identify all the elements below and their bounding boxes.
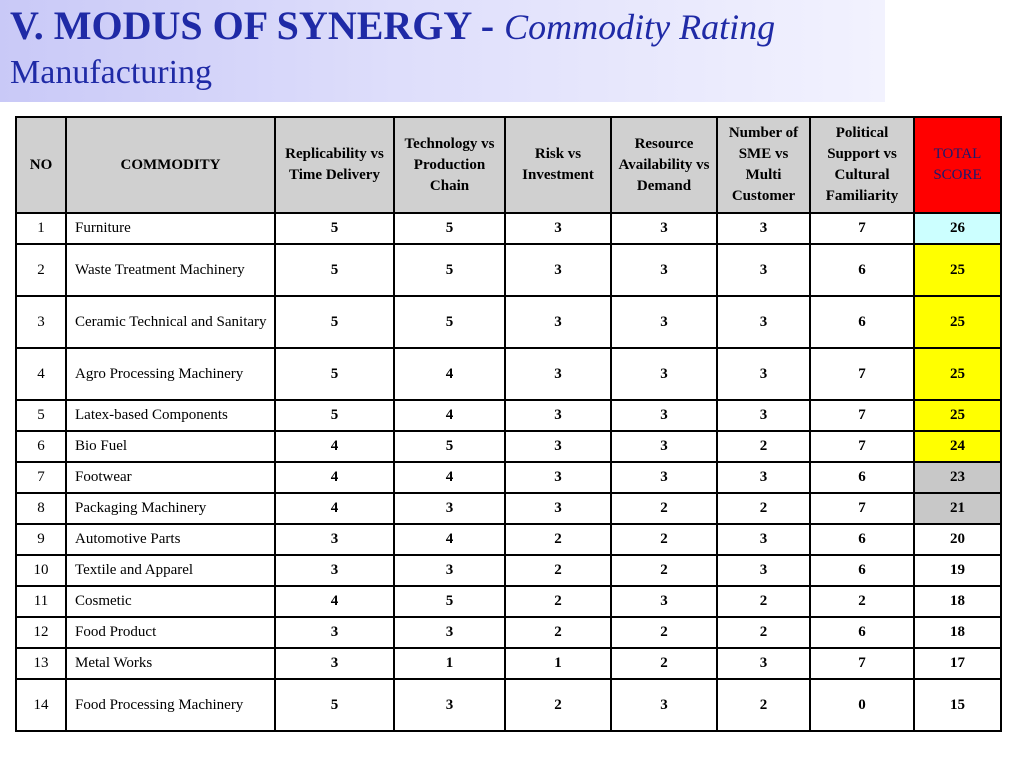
cell-total: 15 bbox=[914, 679, 1001, 731]
cell-sme: 2 bbox=[717, 493, 810, 524]
cell-resource: 3 bbox=[611, 462, 717, 493]
header-political: Political Support vs Cultural Familiarity bbox=[810, 117, 914, 213]
header-total-score: TOTAL SCORE bbox=[914, 117, 1001, 213]
cell-replicability: 3 bbox=[275, 617, 394, 648]
cell-total: 26 bbox=[914, 213, 1001, 244]
cell-total: 23 bbox=[914, 462, 1001, 493]
cell-no: 14 bbox=[16, 679, 66, 731]
cell-replicability: 5 bbox=[275, 244, 394, 296]
cell-sme: 3 bbox=[717, 296, 810, 348]
cell-political: 7 bbox=[810, 400, 914, 431]
cell-no: 8 bbox=[16, 493, 66, 524]
cell-commodity: Automotive Parts bbox=[66, 524, 275, 555]
cell-risk: 3 bbox=[505, 400, 611, 431]
cell-commodity: Waste Treatment Machinery bbox=[66, 244, 275, 296]
cell-commodity: Cosmetic bbox=[66, 586, 275, 617]
cell-technology: 5 bbox=[394, 244, 505, 296]
cell-total: 25 bbox=[914, 400, 1001, 431]
cell-sme: 3 bbox=[717, 400, 810, 431]
cell-commodity: Latex-based Components bbox=[66, 400, 275, 431]
table-row bbox=[16, 679, 1001, 731]
cell-sme: 3 bbox=[717, 213, 810, 244]
cell-no: 9 bbox=[16, 524, 66, 555]
cell-replicability: 4 bbox=[275, 586, 394, 617]
table-row bbox=[16, 296, 1001, 348]
table-header-row bbox=[16, 117, 1001, 213]
table-row bbox=[16, 244, 1001, 296]
cell-technology: 4 bbox=[394, 348, 505, 400]
cell-political: 6 bbox=[810, 244, 914, 296]
cell-replicability: 3 bbox=[275, 555, 394, 586]
cell-resource: 2 bbox=[611, 617, 717, 648]
slide-title-main: V. MODUS OF SYNERGY - bbox=[10, 3, 505, 48]
cell-risk: 1 bbox=[505, 648, 611, 679]
cell-risk: 2 bbox=[505, 586, 611, 617]
cell-technology: 1 bbox=[394, 648, 505, 679]
cell-no: 3 bbox=[16, 296, 66, 348]
cell-commodity: Food Product bbox=[66, 617, 275, 648]
cell-sme: 2 bbox=[717, 679, 810, 731]
header-resource: Resource Availability vs Demand bbox=[611, 117, 717, 213]
cell-no: 12 bbox=[16, 617, 66, 648]
table-row bbox=[16, 431, 1001, 462]
header-no: NO bbox=[16, 117, 66, 213]
commodity-rating-table bbox=[15, 116, 1002, 732]
cell-commodity: Footwear bbox=[66, 462, 275, 493]
cell-resource: 3 bbox=[611, 400, 717, 431]
table-row bbox=[16, 524, 1001, 555]
cell-risk: 3 bbox=[505, 348, 611, 400]
cell-risk: 3 bbox=[505, 431, 611, 462]
table-row bbox=[16, 400, 1001, 431]
header-commodity: COMMODITY bbox=[66, 117, 275, 213]
cell-political: 0 bbox=[810, 679, 914, 731]
cell-risk: 2 bbox=[505, 555, 611, 586]
cell-replicability: 4 bbox=[275, 493, 394, 524]
cell-replicability: 4 bbox=[275, 462, 394, 493]
cell-total: 24 bbox=[914, 431, 1001, 462]
table-row bbox=[16, 493, 1001, 524]
cell-political: 7 bbox=[810, 348, 914, 400]
cell-resource: 2 bbox=[611, 524, 717, 555]
cell-replicability: 5 bbox=[275, 348, 394, 400]
cell-sme: 3 bbox=[717, 524, 810, 555]
cell-total: 17 bbox=[914, 648, 1001, 679]
cell-no: 13 bbox=[16, 648, 66, 679]
cell-political: 7 bbox=[810, 493, 914, 524]
header-replicability: Replicability vs Time Delivery bbox=[275, 117, 394, 213]
cell-technology: 3 bbox=[394, 617, 505, 648]
table-body bbox=[16, 213, 1001, 731]
slide-title-subtitle: Commodity Rating bbox=[504, 7, 776, 47]
header-technology: Technology vs Production Chain bbox=[394, 117, 505, 213]
cell-resource: 2 bbox=[611, 648, 717, 679]
cell-sme: 3 bbox=[717, 244, 810, 296]
cell-replicability: 3 bbox=[275, 648, 394, 679]
cell-commodity: Ceramic Technical and Sanitary bbox=[66, 296, 275, 348]
cell-resource: 2 bbox=[611, 555, 717, 586]
cell-risk: 3 bbox=[505, 213, 611, 244]
cell-replicability: 5 bbox=[275, 213, 394, 244]
table-row bbox=[16, 617, 1001, 648]
cell-total: 25 bbox=[914, 348, 1001, 400]
cell-total: 21 bbox=[914, 493, 1001, 524]
table-row bbox=[16, 555, 1001, 586]
cell-technology: 5 bbox=[394, 296, 505, 348]
cell-replicability: 5 bbox=[275, 679, 394, 731]
slide-title-banner bbox=[0, 0, 885, 102]
table-row bbox=[16, 648, 1001, 679]
cell-risk: 3 bbox=[505, 493, 611, 524]
cell-technology: 4 bbox=[394, 462, 505, 493]
slide-title bbox=[10, 2, 775, 51]
cell-replicability: 5 bbox=[275, 296, 394, 348]
cell-no: 5 bbox=[16, 400, 66, 431]
cell-total: 19 bbox=[914, 555, 1001, 586]
cell-sme: 2 bbox=[717, 586, 810, 617]
cell-total: 20 bbox=[914, 524, 1001, 555]
cell-technology: 3 bbox=[394, 679, 505, 731]
cell-political: 7 bbox=[810, 648, 914, 679]
cell-commodity: Textile and Apparel bbox=[66, 555, 275, 586]
cell-commodity: Bio Fuel bbox=[66, 431, 275, 462]
cell-technology: 5 bbox=[394, 213, 505, 244]
cell-technology: 3 bbox=[394, 493, 505, 524]
cell-risk: 2 bbox=[505, 679, 611, 731]
cell-total: 25 bbox=[914, 296, 1001, 348]
cell-total: 25 bbox=[914, 244, 1001, 296]
cell-political: 2 bbox=[810, 586, 914, 617]
cell-replicability: 5 bbox=[275, 400, 394, 431]
cell-no: 6 bbox=[16, 431, 66, 462]
cell-no: 11 bbox=[16, 586, 66, 617]
cell-sme: 3 bbox=[717, 462, 810, 493]
cell-political: 6 bbox=[810, 296, 914, 348]
cell-technology: 5 bbox=[394, 431, 505, 462]
header-risk: Risk vs Investment bbox=[505, 117, 611, 213]
cell-risk: 2 bbox=[505, 617, 611, 648]
cell-resource: 3 bbox=[611, 244, 717, 296]
cell-risk: 3 bbox=[505, 462, 611, 493]
cell-political: 6 bbox=[810, 524, 914, 555]
cell-resource: 3 bbox=[611, 213, 717, 244]
cell-sme: 3 bbox=[717, 648, 810, 679]
cell-sme: 2 bbox=[717, 617, 810, 648]
table-row bbox=[16, 213, 1001, 244]
cell-resource: 3 bbox=[611, 586, 717, 617]
cell-no: 7 bbox=[16, 462, 66, 493]
cell-risk: 3 bbox=[505, 244, 611, 296]
cell-technology: 5 bbox=[394, 586, 505, 617]
cell-commodity: Agro Processing Machinery bbox=[66, 348, 275, 400]
table-row bbox=[16, 586, 1001, 617]
cell-political: 6 bbox=[810, 462, 914, 493]
cell-risk: 3 bbox=[505, 296, 611, 348]
header-sme: Number of SME vs Multi Customer bbox=[717, 117, 810, 213]
cell-commodity: Furniture bbox=[66, 213, 275, 244]
cell-risk: 2 bbox=[505, 524, 611, 555]
cell-commodity: Metal Works bbox=[66, 648, 275, 679]
cell-commodity: Packaging Machinery bbox=[66, 493, 275, 524]
cell-technology: 4 bbox=[394, 400, 505, 431]
slide-title-category: Manufacturing bbox=[10, 54, 213, 91]
cell-political: 6 bbox=[810, 617, 914, 648]
cell-sme: 3 bbox=[717, 555, 810, 586]
cell-commodity: Food Processing Machinery bbox=[66, 679, 275, 731]
cell-resource: 2 bbox=[611, 493, 717, 524]
cell-political: 6 bbox=[810, 555, 914, 586]
table-row bbox=[16, 462, 1001, 493]
cell-no: 1 bbox=[16, 213, 66, 244]
cell-resource: 3 bbox=[611, 679, 717, 731]
table-row bbox=[16, 348, 1001, 400]
cell-no: 2 bbox=[16, 244, 66, 296]
cell-total: 18 bbox=[914, 586, 1001, 617]
cell-no: 4 bbox=[16, 348, 66, 400]
cell-technology: 4 bbox=[394, 524, 505, 555]
cell-resource: 3 bbox=[611, 296, 717, 348]
cell-sme: 3 bbox=[717, 348, 810, 400]
cell-resource: 3 bbox=[611, 431, 717, 462]
cell-total: 18 bbox=[914, 617, 1001, 648]
cell-no: 10 bbox=[16, 555, 66, 586]
cell-replicability: 4 bbox=[275, 431, 394, 462]
cell-political: 7 bbox=[810, 431, 914, 462]
cell-technology: 3 bbox=[394, 555, 505, 586]
cell-replicability: 3 bbox=[275, 524, 394, 555]
cell-political: 7 bbox=[810, 213, 914, 244]
cell-resource: 3 bbox=[611, 348, 717, 400]
cell-sme: 2 bbox=[717, 431, 810, 462]
